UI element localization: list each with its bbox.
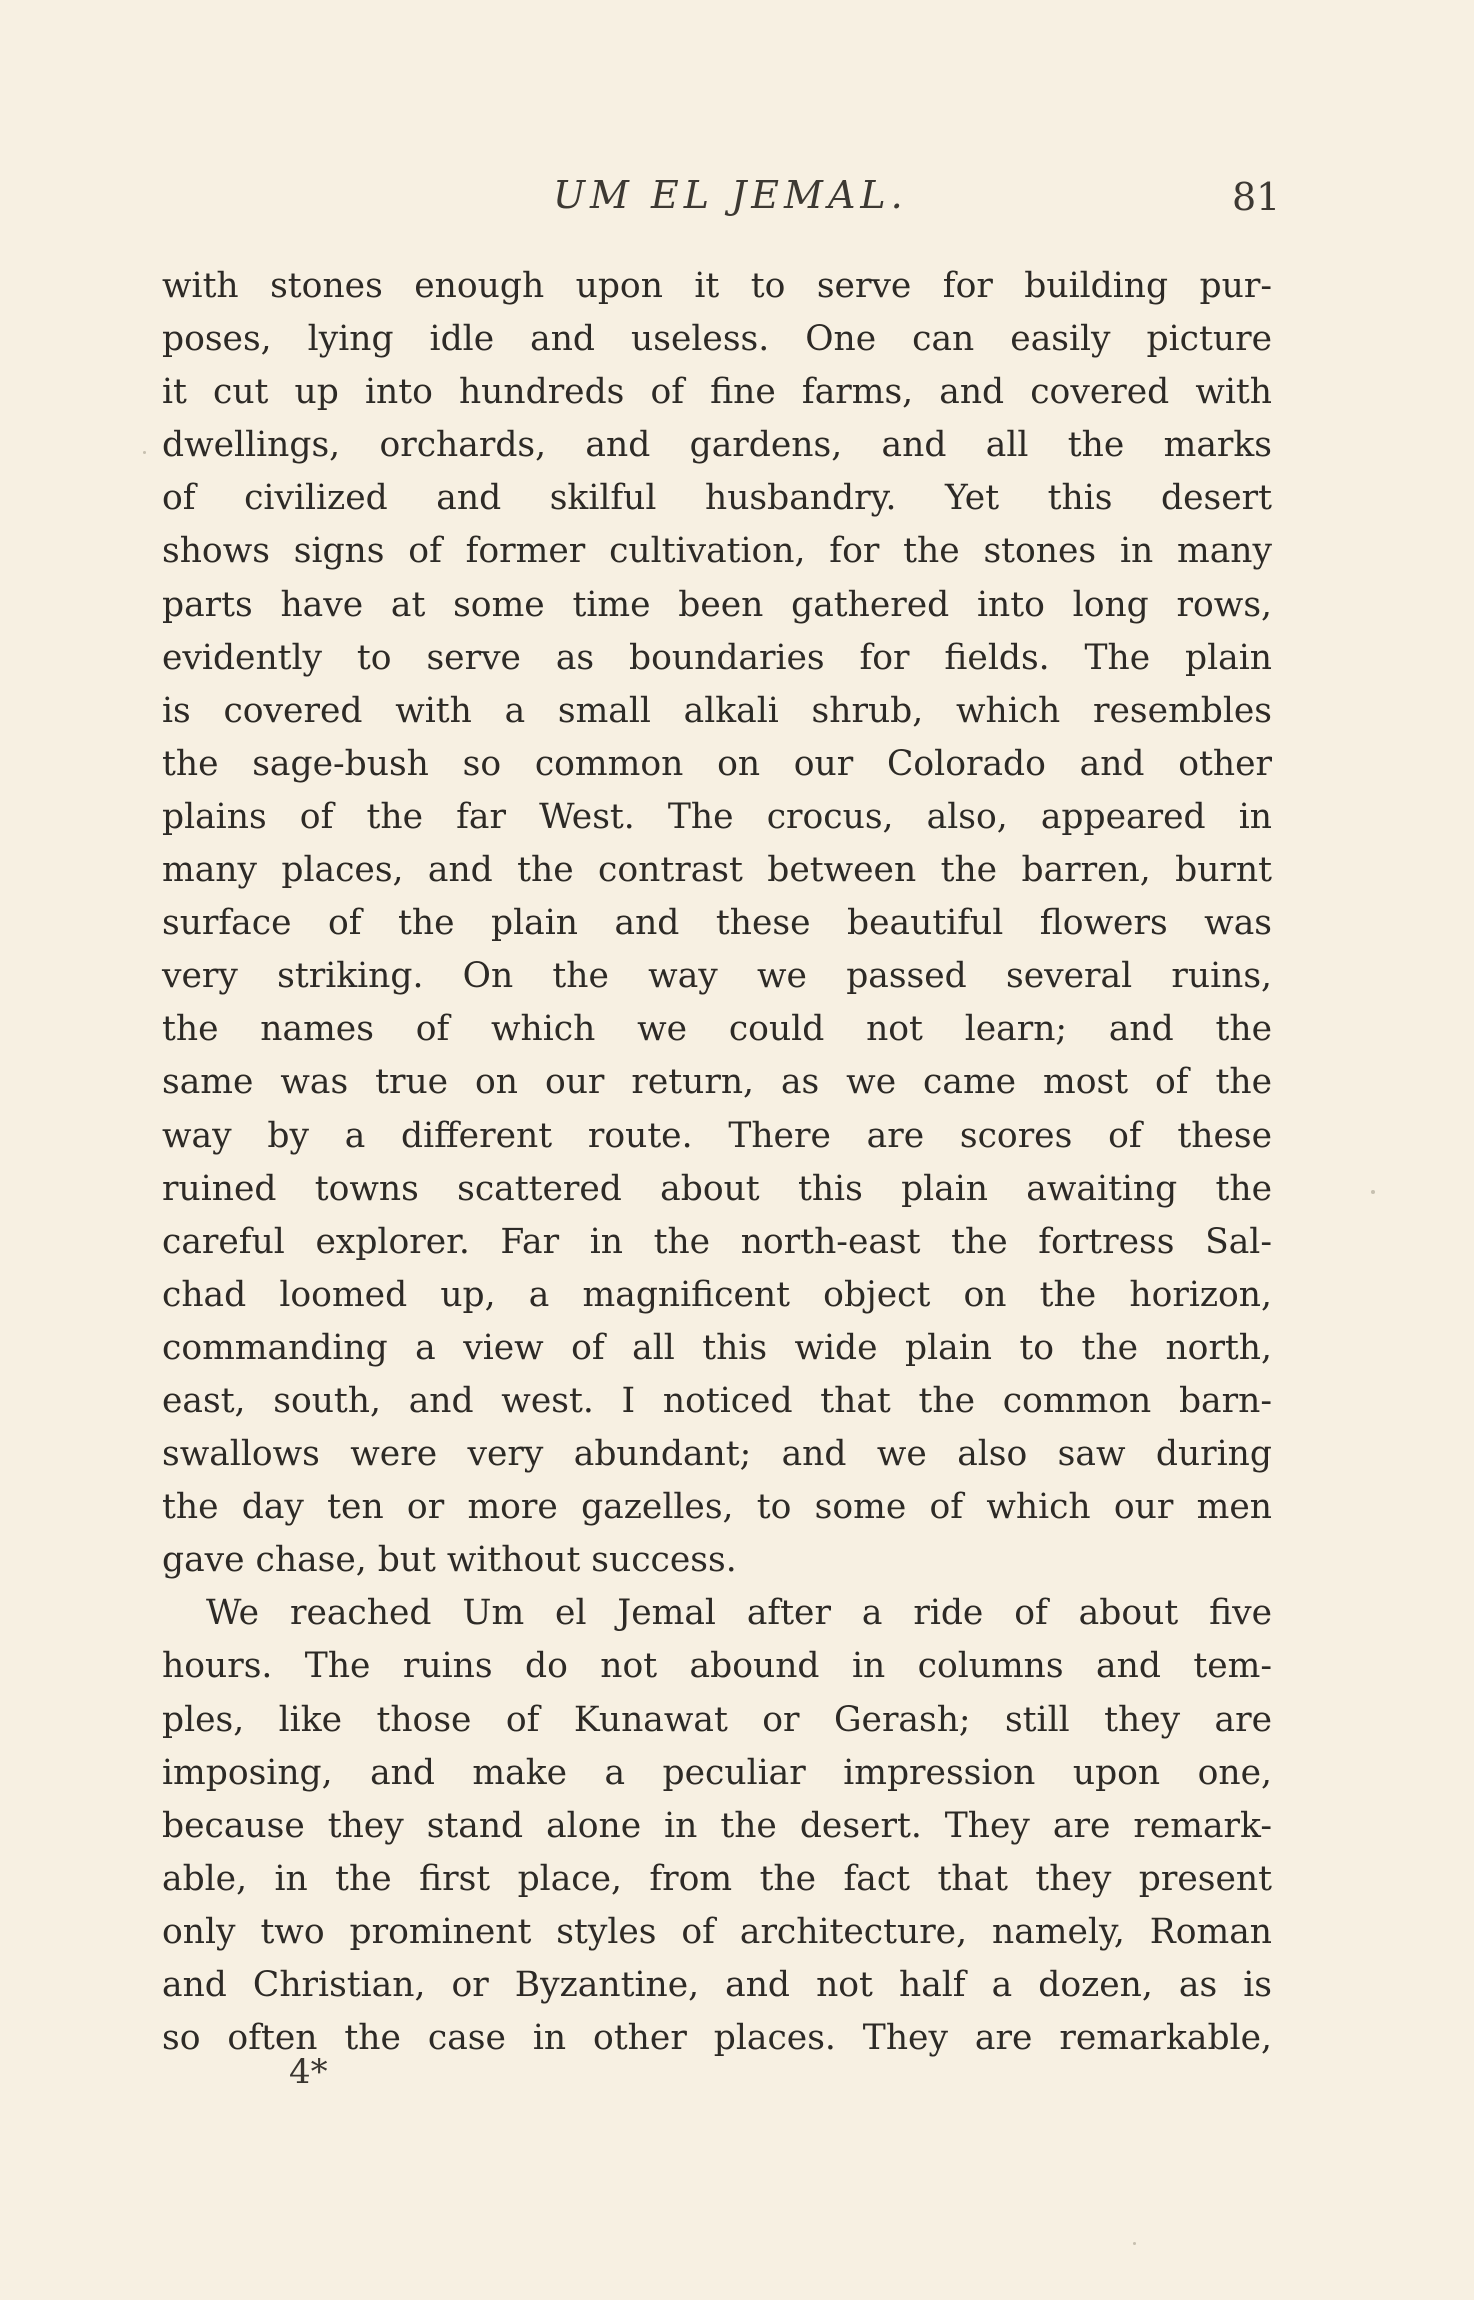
text-line: and Christian, or Byzantine, and not half a dozen, as is (162, 1965, 1272, 2005)
text-line: chad loomed up, a magnificent object on the horizon, (162, 1274, 1272, 1315)
text-line: east, south, and west. I noticed that the common barn- (162, 1380, 1272, 1421)
text-line: ruined towns scattered about this plain awaiting the (162, 1168, 1272, 1209)
text-line: commanding a view of all this wide plain to the north, (162, 1327, 1272, 1368)
text-line: many places, and the contrast between the barren, burnt (162, 850, 1272, 891)
running-head (0, 173, 1474, 225)
text-line: the sage-bush so common on our Colorado and other (162, 743, 1272, 784)
text-line: with stones enough upon it to serve for building pur- (162, 266, 1272, 306)
text-line: swallows were very abundant; and we also saw during (162, 1434, 1272, 1475)
text-line: imposing, and make a peculiar impression upon one, (162, 1752, 1272, 1793)
paragraph-start-line: We reached Um el Jemal after a ride of about five (206, 1593, 1272, 1634)
text-line: parts have at some time been gathered into long rows, (162, 584, 1272, 625)
paper-speck (1133, 2242, 1136, 2245)
running-title: UM EL JEMAL. (553, 173, 908, 217)
text-line: so often the case in other places. They are remarkable, (162, 2018, 1272, 2059)
text-line: plains of the far West. The crocus, also, appeared in (162, 796, 1272, 837)
page-number: 81 (1232, 175, 1281, 219)
text-line: dwellings, orchards, and gardens, and all the marks (162, 425, 1272, 466)
paper-speck (1371, 1190, 1375, 1194)
text-line: careful explorer. Far in the north-east the fortress Sal- (162, 1221, 1272, 1262)
text-line: poses, lying idle and useless. One can easily picture (162, 319, 1272, 360)
text-line: hours. The ruins do not abound in columns and tem- (162, 1646, 1272, 1687)
text-line: is covered with a small alkali shrub, which resembles (162, 690, 1272, 731)
text-line: because they stand alone in the desert. They are remark- (162, 1805, 1272, 1846)
text-line: of civilized and skilful husbandry. Yet this desert (162, 478, 1272, 519)
text-line: the names of which we could not learn; and the (162, 1009, 1272, 1050)
paper-speck (143, 451, 146, 454)
text-line: only two prominent styles of architecture, namely, Roman (162, 1911, 1272, 1952)
text-line: shows signs of former cultivation, for the stones in many (162, 531, 1272, 572)
text-line: ples, like those of Kunawat or Gerash; still they are (162, 1699, 1272, 1740)
text-line: surface of the plain and these beautiful flowers was (162, 903, 1272, 944)
text-line: the day ten or more gazelles, to some of which our men (162, 1487, 1272, 1528)
body-text (162, 260, 1272, 2065)
text-line: way by a different route. There are scores of these (162, 1115, 1272, 1156)
signature-mark: 4* (289, 2052, 328, 2092)
text-line: it cut up into hundreds of fine farms, and covered with (162, 372, 1272, 413)
text-line: same was true on our return, as we came most of the (162, 1062, 1272, 1103)
text-line: evidently to serve as boundaries for fields. The plain (162, 637, 1272, 678)
text-line: able, in the first place, from the fact that they present (162, 1858, 1272, 1899)
text-line: very striking. On the way we passed several ruins, (162, 956, 1272, 997)
paragraph-end-line: gave chase, but without success. (162, 1540, 737, 1581)
